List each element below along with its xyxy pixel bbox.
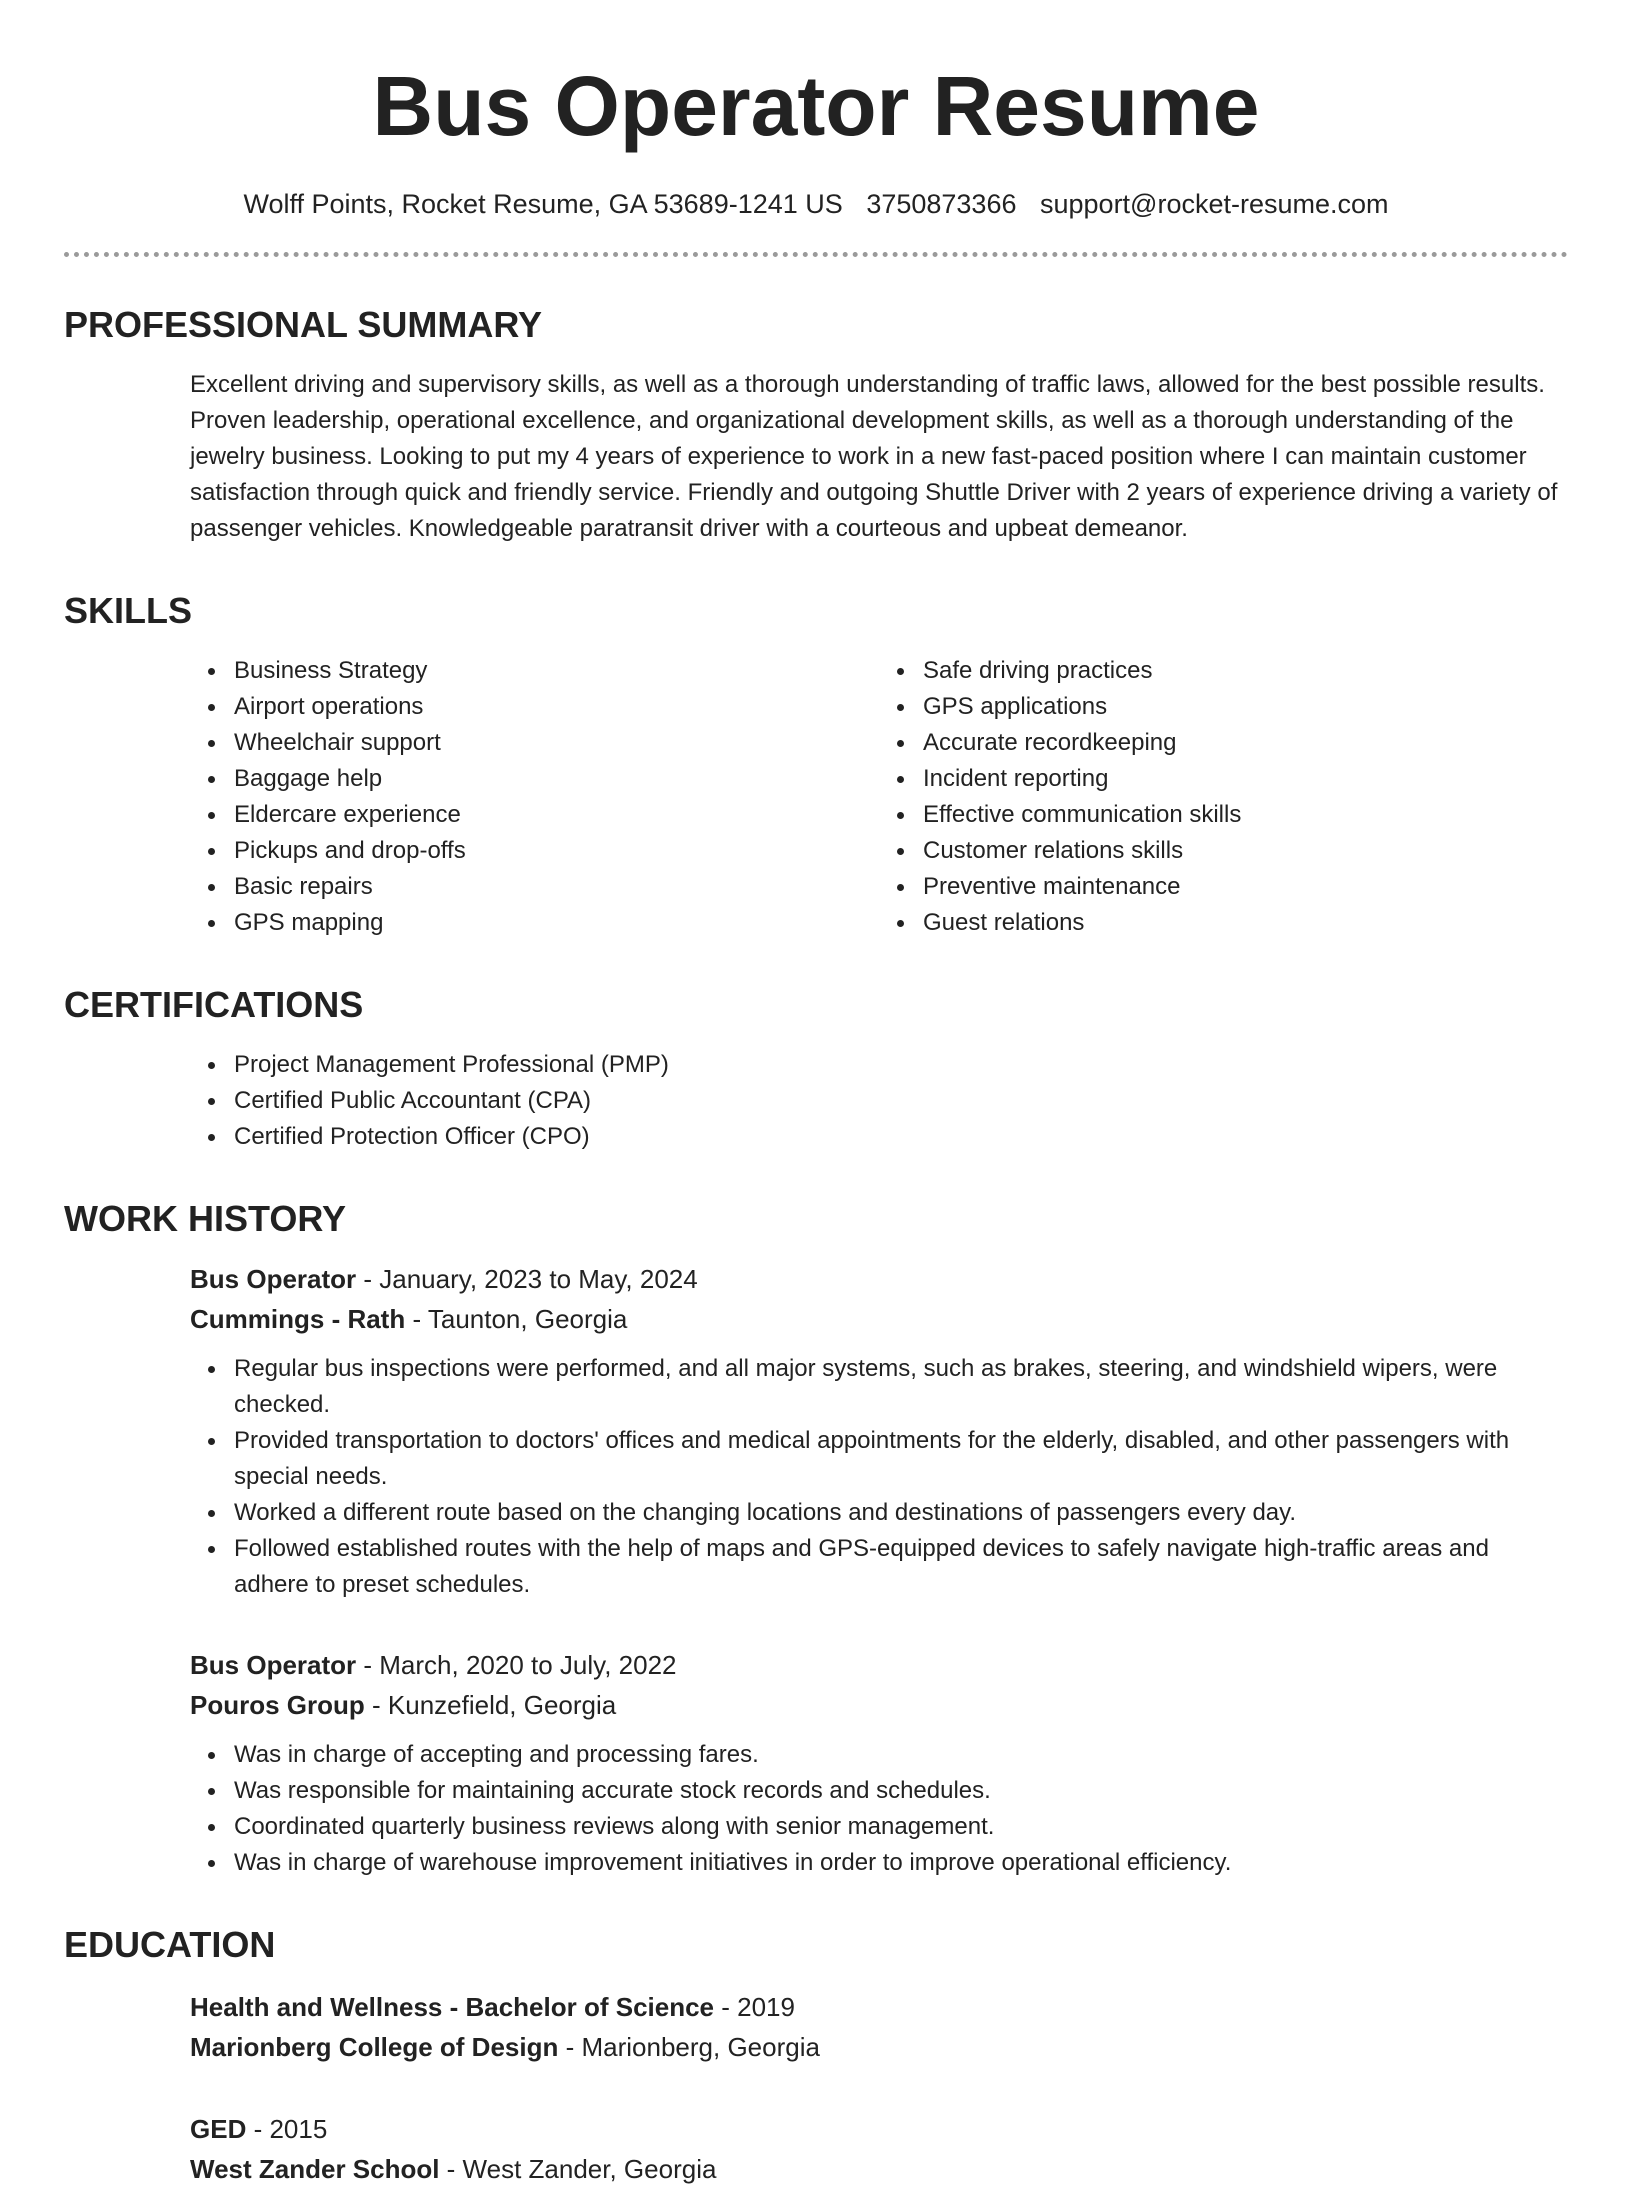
- degree-line: [190, 1987, 1568, 2027]
- job-company: Pouros Group: [190, 1690, 365, 1720]
- job-bullets: [190, 1351, 1568, 1603]
- school-location: - Marionberg, Georgia: [558, 2032, 820, 2062]
- school: West Zander School: [190, 2154, 440, 2184]
- certifications-section: [64, 983, 1568, 1155]
- certifications-list: [190, 1047, 1568, 1155]
- header-divider: [64, 252, 1568, 257]
- list-item: Incident reporting: [923, 761, 1568, 797]
- job-bullets: [190, 1737, 1568, 1881]
- list-item: Worked a different route based on the changing locations and destinations of passengers every day.: [234, 1495, 1568, 1531]
- education-entry: [190, 2109, 1568, 2189]
- job-location: - Kunzefield, Georgia: [364, 1690, 617, 1720]
- job-company-line: [190, 1685, 1568, 1725]
- education-section: [64, 1923, 1568, 2189]
- degree-year: - 2019: [714, 1992, 795, 2022]
- summary-heading: PROFESSIONAL SUMMARY: [64, 304, 543, 345]
- list-item: GPS applications: [923, 689, 1568, 725]
- contact-line: [64, 184, 1568, 224]
- list-item: Project Management Professional (PMP): [234, 1047, 1568, 1083]
- skills-right-list: [879, 653, 1568, 941]
- school-line: [190, 2149, 1568, 2189]
- contact-phone: 3750873366: [866, 189, 1017, 219]
- list-item: Safe driving practices: [923, 653, 1568, 689]
- job-dates: - January, 2023 to May, 2024: [356, 1264, 698, 1294]
- education-heading: EDUCATION: [64, 1924, 276, 1965]
- list-item: Was in charge of warehouse improvement initiatives in order to improve operational efficiency.: [234, 1845, 1568, 1881]
- list-item: Basic repairs: [234, 869, 879, 905]
- list-item: Regular bus inspections were performed, and all major systems, such as brakes, steering, and windshield wipers, were checked.: [234, 1351, 1568, 1423]
- list-item: Airport operations: [234, 689, 879, 725]
- list-item: Wheelchair support: [234, 725, 879, 761]
- school: Marionberg College of Design: [190, 2032, 559, 2062]
- job-entry: [190, 1259, 1568, 1603]
- degree-line: [190, 2109, 1568, 2149]
- job-title: Bus Operator: [190, 1650, 357, 1680]
- summary-text: Excellent driving and supervisory skills, as well as a thorough understanding of traffic laws, allowed for the best possible results. Proven leadership, operational excellence, and organizational development skills, as well as a thorough understanding of the jewelry business. Looking to put my 4 years of experience to work in a new fast-paced position where I can maintain customer satisfaction through quick and friendly service. Friendly and outgoing Shuttle Driver with 2 years of experience driving a variety of passenger vehicles. Knowledgeable paratransit driver with a courteous and upbeat demeanor.: [190, 371, 1558, 542]
- degree-year: - 2015: [246, 2114, 328, 2144]
- school-location: - West Zander, Georgia: [439, 2154, 717, 2184]
- degree: GED: [190, 2114, 247, 2144]
- list-item: Certified Protection Officer (CPO): [234, 1119, 1568, 1155]
- list-item: Certified Public Accountant (CPA): [234, 1083, 1568, 1119]
- list-item: Guest relations: [923, 905, 1568, 941]
- work-history-heading: WORK HISTORY: [64, 1198, 347, 1239]
- list-item: Coordinated quarterly business reviews along with senior management.: [234, 1809, 1568, 1845]
- list-item: Business Strategy: [234, 653, 879, 689]
- job-title-line: [190, 1259, 1568, 1299]
- list-item: Was responsible for maintaining accurate stock records and schedules.: [234, 1773, 1568, 1809]
- list-item: GPS mapping: [234, 905, 879, 941]
- list-item: Preventive maintenance: [923, 869, 1568, 905]
- job-title-line: [190, 1645, 1568, 1685]
- contact-address: Wolff Points, Rocket Resume, GA 53689-1241 US: [243, 189, 843, 219]
- job-dates: - March, 2020 to July, 2022: [356, 1650, 677, 1680]
- resume-title: Bus Operator Resume: [372, 59, 1260, 153]
- skills-columns: [190, 653, 1568, 941]
- job-company: Cummings - Rath: [190, 1304, 406, 1334]
- education-entry: [190, 1987, 1568, 2067]
- skills-heading: SKILLS: [64, 590, 193, 631]
- degree: Health and Wellness - Bachelor of Science: [190, 1992, 715, 2022]
- list-item: Followed established routes with the help of maps and GPS-equipped devices to safely navigate high-traffic areas and adhere to preset schedules.: [234, 1531, 1568, 1603]
- skills-left-list: [190, 653, 879, 941]
- job-location: - Taunton, Georgia: [405, 1304, 628, 1334]
- job-title: Bus Operator: [190, 1264, 357, 1294]
- list-item: Accurate recordkeeping: [923, 725, 1568, 761]
- list-item: Baggage help: [234, 761, 879, 797]
- list-item: Customer relations skills: [923, 833, 1568, 869]
- work-history-section: [64, 1197, 1568, 1881]
- summary-section: [64, 303, 1568, 547]
- list-item: Was in charge of accepting and processing fares.: [234, 1737, 1568, 1773]
- list-item: Eldercare experience: [234, 797, 879, 833]
- list-item: Provided transportation to doctors' offices and medical appointments for the elderly, disabled, and other passengers with special needs.: [234, 1423, 1568, 1495]
- skills-section: [64, 589, 1568, 941]
- school-line: [190, 2027, 1568, 2067]
- list-item: Effective communication skills: [923, 797, 1568, 833]
- job-entry: [190, 1645, 1568, 1881]
- contact-email: support@rocket-resume.com: [1040, 189, 1389, 219]
- job-company-line: [190, 1299, 1568, 1339]
- list-item: Pickups and drop-offs: [234, 833, 879, 869]
- certifications-heading: CERTIFICATIONS: [64, 984, 364, 1025]
